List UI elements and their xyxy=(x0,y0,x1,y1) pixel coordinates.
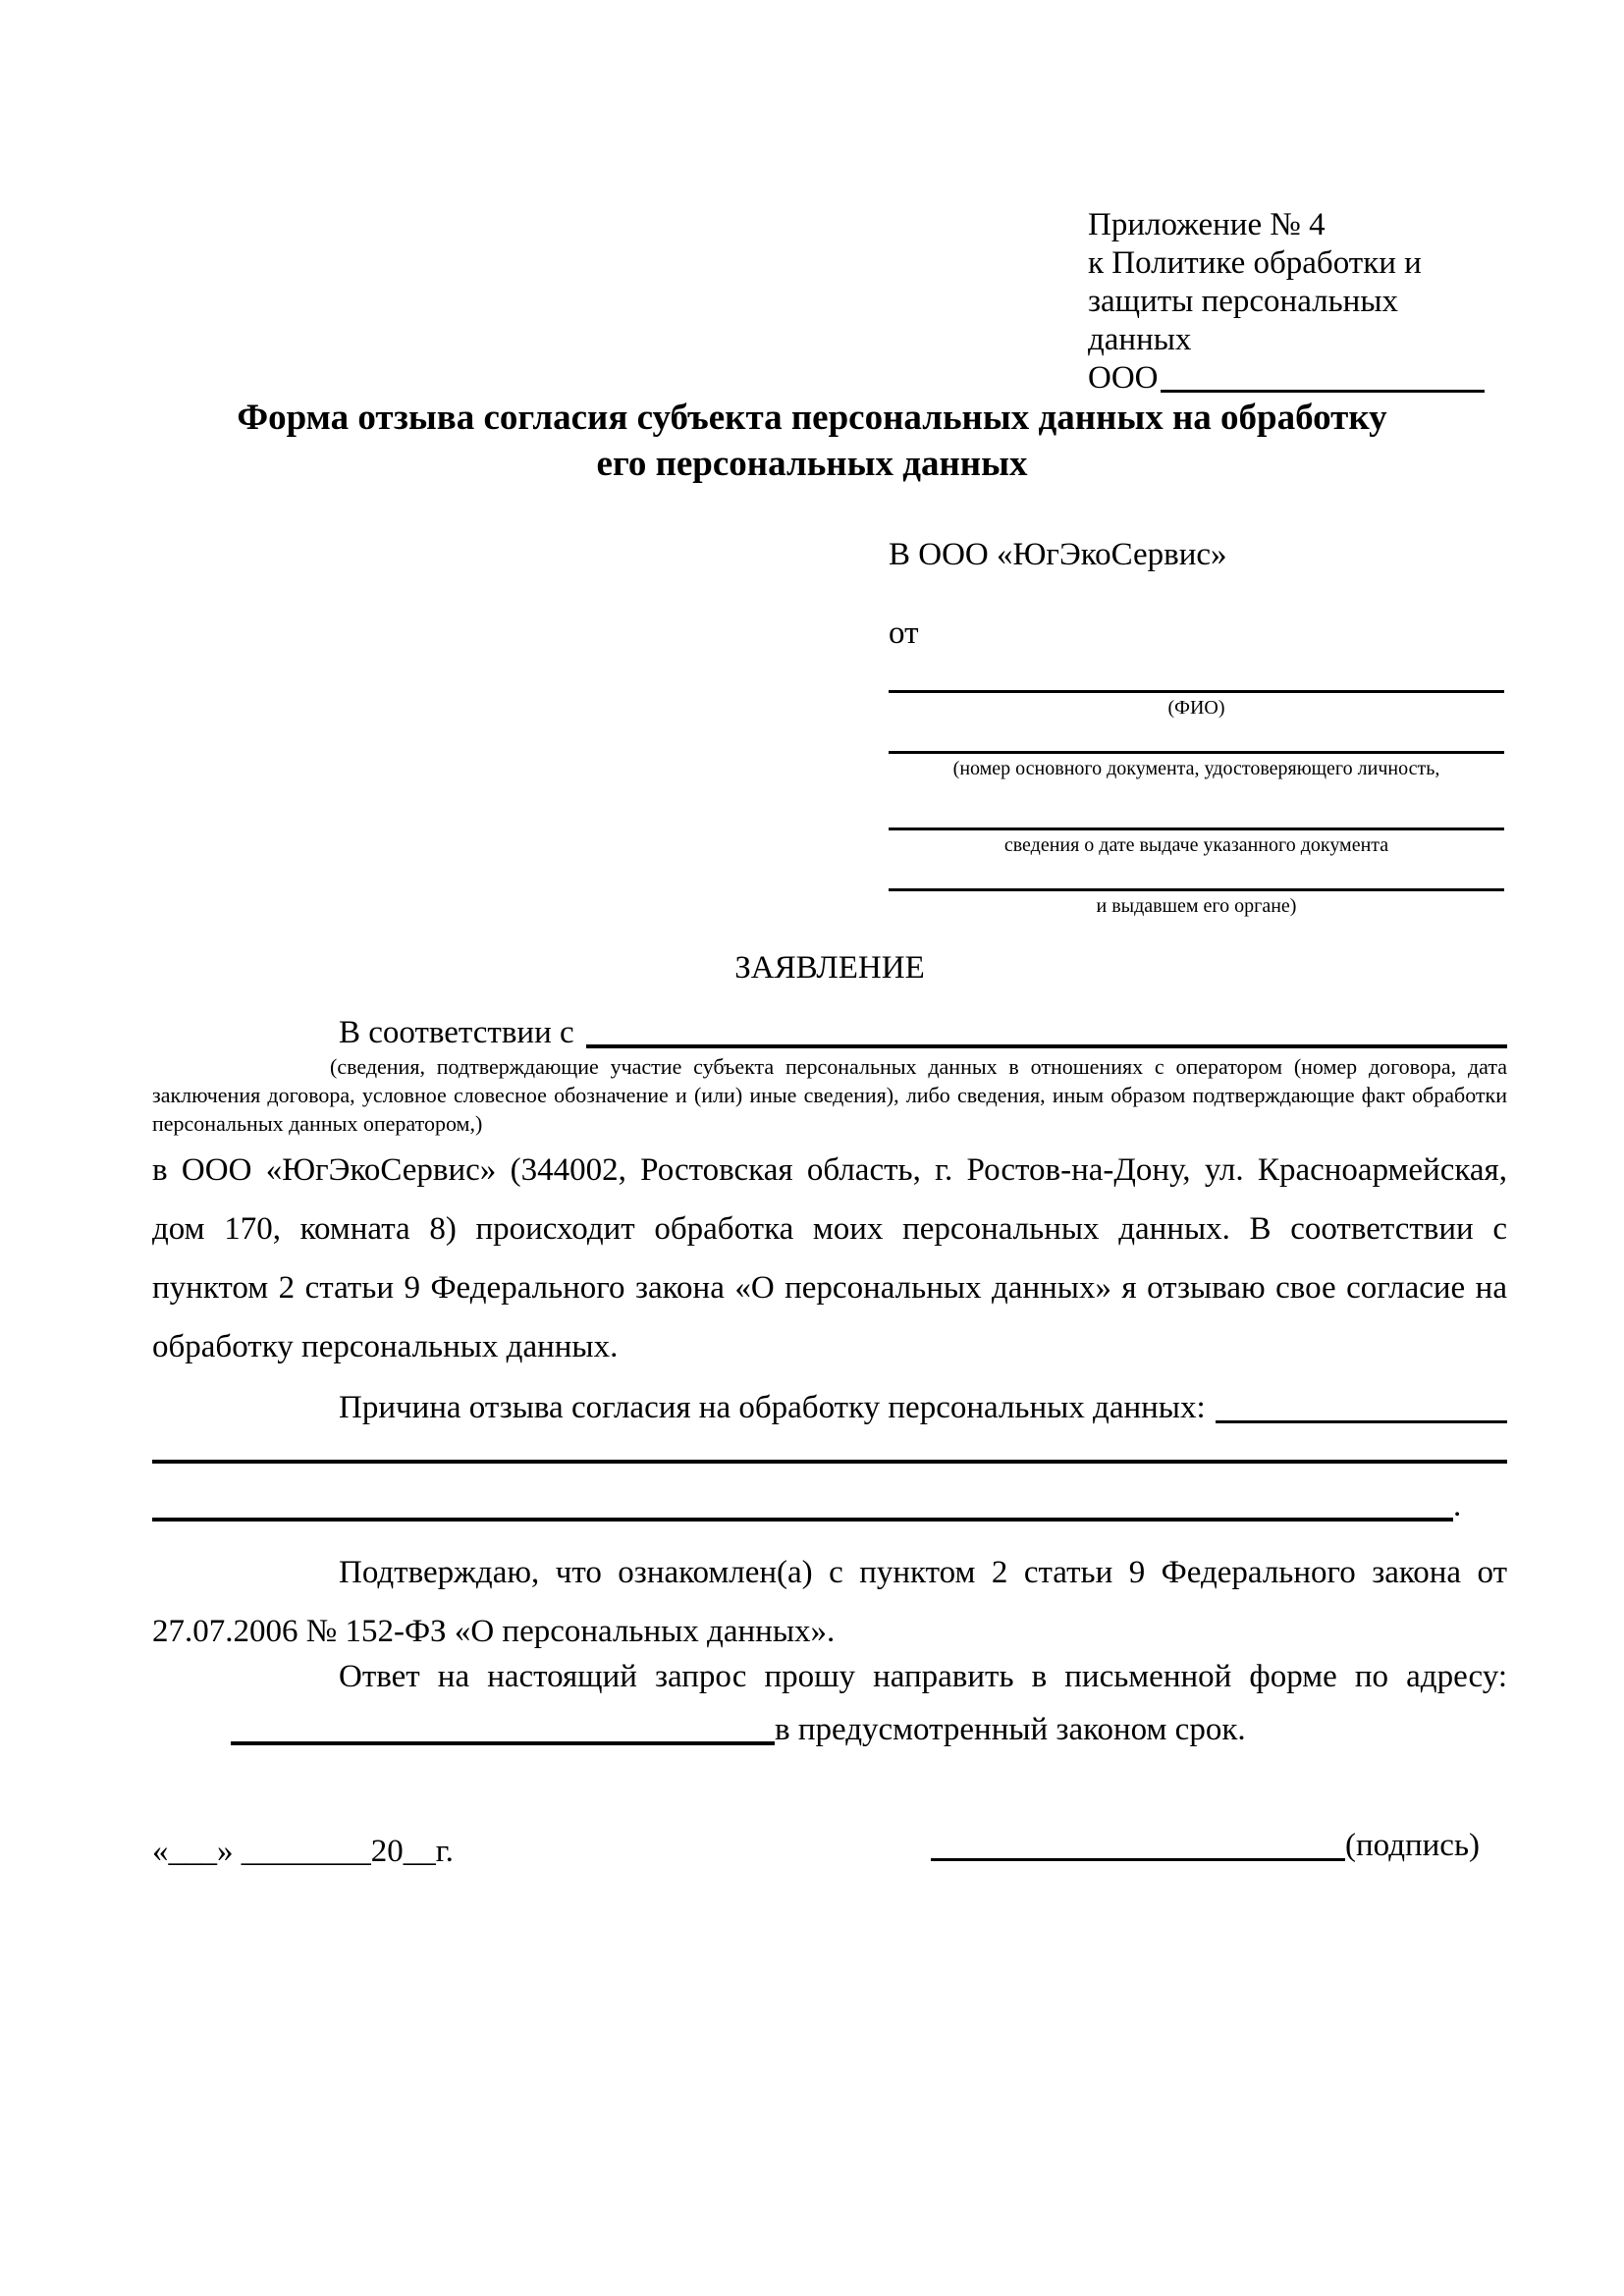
document-number-blank-line xyxy=(889,751,1504,754)
ooo-blank-line xyxy=(1161,359,1486,393)
fio-blank-line xyxy=(889,690,1504,693)
issue-date-blank-line xyxy=(889,828,1504,830)
signature-caption: (подпись) xyxy=(1345,1828,1480,1863)
appendix-ooo-row xyxy=(1088,359,1485,398)
issuing-authority-caption: и выдавшем его органе) xyxy=(1096,895,1297,917)
reply-address-row xyxy=(152,1708,1507,1751)
intro-row xyxy=(152,1011,1507,1054)
document-title-line1: Форма отзыва согласия субъекта персональных данных на обработку xyxy=(237,398,1387,438)
addressee-from-label: от xyxy=(889,615,919,651)
confirmation-paragraph: Подтверждаю, что ознакомлен(а) с пунктом 2 статьи 9 Федерального закона от 27.07.2006 № 152-ФЗ «О персональных данных». xyxy=(152,1555,1507,1649)
reason-end-punct: . xyxy=(1453,1488,1462,1523)
reason-blank-line-2 xyxy=(152,1460,1507,1464)
reply-address-blank-line xyxy=(231,1708,775,1745)
intro-footnote: (сведения, подтверждающие участие субъекта персональных данных в отношениях с оператором (номер договора, дата заключения договора, условное словесное обозначение и (или) иные сведения), либо сведения, иным образом подтверждающие факт обработки персональных данных оператором,) xyxy=(152,1054,1507,1136)
reason-label: Причина отзыва согласия на обработку персональных данных: xyxy=(339,1390,1206,1425)
signature-group xyxy=(931,1824,1480,1867)
signature-blank-line xyxy=(931,1824,1345,1861)
document-title-line2: его персональных данных xyxy=(596,444,1028,484)
footer-row xyxy=(152,1824,1507,1873)
addressee-block xyxy=(889,535,1504,918)
appendix-note xyxy=(1088,206,1485,398)
addressee-to: В ООО «ЮгЭкоСервис» xyxy=(889,537,1227,572)
reply-request-paragraph: Ответ на настоящий запрос прошу направить в письменной форме по адресу: xyxy=(339,1659,1507,1694)
statement-heading: ЗАЯВЛЕНИЕ xyxy=(734,950,925,986)
document-title xyxy=(108,395,1516,487)
intro-prefix: В соответствии с xyxy=(339,1015,574,1050)
appendix-note-line: защиты персональных данных xyxy=(1088,284,1398,357)
date-line: «___» ________20__г. xyxy=(152,1834,454,1869)
appendix-note-line: к Политике обработки и xyxy=(1088,245,1422,281)
reason-row xyxy=(152,1386,1507,1429)
reason-blank-line-3-row xyxy=(152,1484,1507,1527)
ooo-label: ООО xyxy=(1088,360,1159,396)
fio-caption: (ФИО) xyxy=(1167,697,1225,719)
issue-date-caption: сведения о дате выдаче указанного документа xyxy=(1003,834,1389,856)
issuing-authority-blank-line xyxy=(889,888,1504,891)
document-number-caption: (номер основного документа, удостоверяющего личность, xyxy=(952,758,1440,779)
intro-blank-line xyxy=(586,1011,1507,1048)
appendix-note-line: Приложение № 4 xyxy=(1088,207,1326,242)
statement-body: в ООО «ЮгЭкоСервис» (344002, Ростовская область, г. Ростов-на-Дону, ул. Красноармейская, дом 170, комната 8) происходит обработка моих персональных данных. В соответствии с пунктом 2 статьи 9 Федерального закона «О персональных данных» я отзываю свое согласие на обработку персональных данных. xyxy=(152,1152,1507,1364)
reply-tail-text: в предусмотренный законом срок. xyxy=(775,1712,1246,1747)
reason-blank-line-3 xyxy=(152,1484,1453,1522)
reason-blank-line xyxy=(1216,1386,1507,1423)
